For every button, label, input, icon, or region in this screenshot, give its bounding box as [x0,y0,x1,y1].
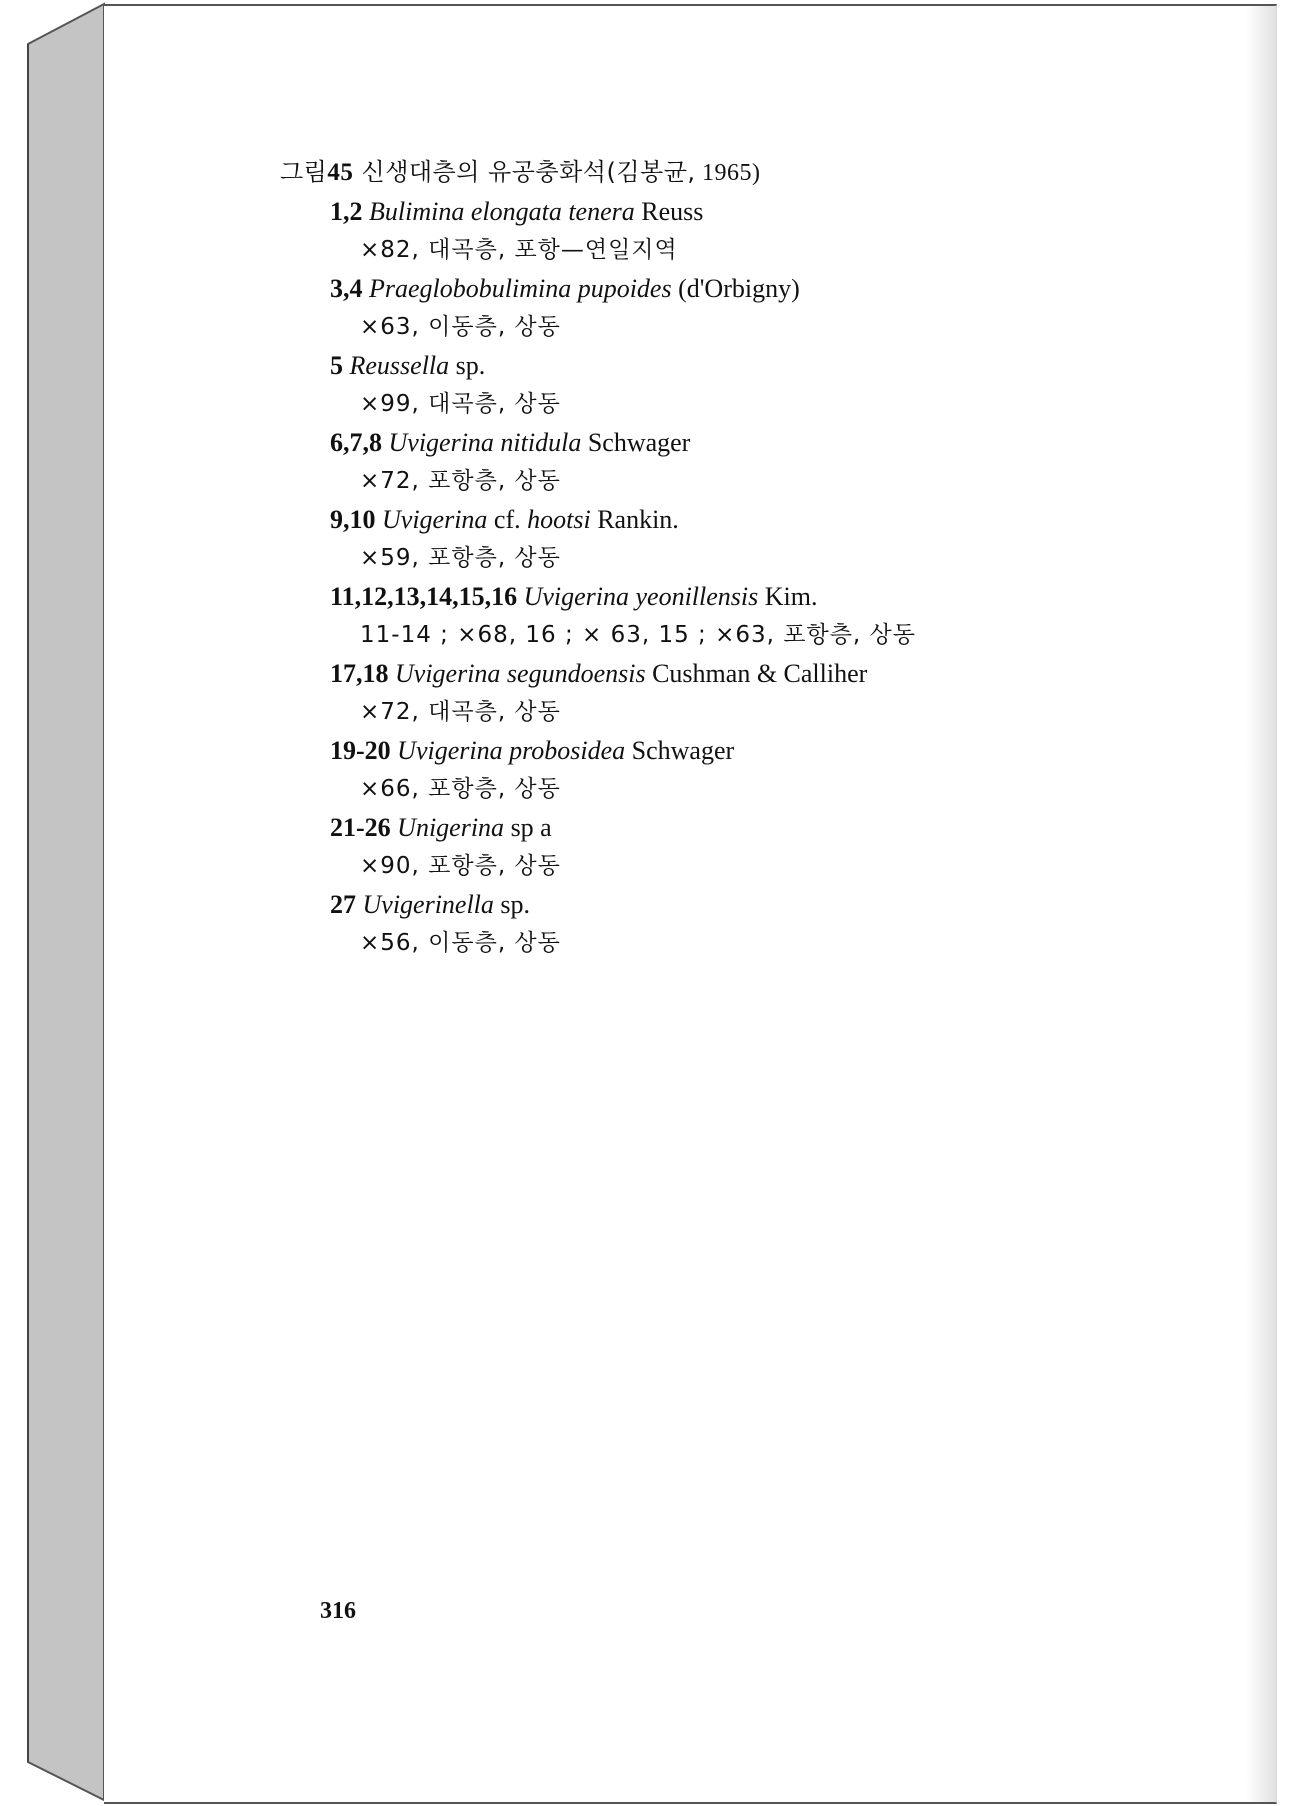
species-author: sp. [455,351,486,380]
species-author: (d'Orbigny) [678,274,800,303]
species-name: Uvigerina yeonillensis [523,582,759,611]
specimen-numbers: 9,10 [330,505,376,534]
title-year: 1965) [695,160,761,186]
specimen-detail: ×99, 대곡층, 상동 [360,391,561,417]
list-item [330,501,1040,578]
list-item [330,424,1040,501]
list-item [330,270,1040,347]
specimen-detail: ×63, 이동층, 상동 [360,314,561,340]
specimen-detail: ×59, 포항층, 상동 [360,545,561,571]
page-edge-shadow [1246,6,1276,1802]
species-author: Reuss [641,197,704,226]
species-name: Uvigerina [382,505,488,534]
species-author: Kim. [764,582,818,611]
list-item [330,193,1040,270]
species-name: Praeglobobulimina pupoides [369,274,672,303]
specimen-detail: ×90, 포항층, 상동 [360,853,561,879]
specimen-detail: ×66, 포항층, 상동 [360,776,561,802]
species-name: Uvigerinella [362,890,494,919]
species-author: sp a [510,813,552,842]
title-prefix: 그림 [280,158,328,186]
species-name: Uvigerina probosidea [397,736,626,765]
species-author: cf. [493,505,528,534]
species-name: Uvigerina segundoensis [395,659,646,688]
specimen-numbers: 19-20 [330,736,391,765]
specimen-numbers: 6,7,8 [330,428,382,457]
species-author: Schwager [631,736,735,765]
list-item [330,655,1040,732]
specimen-numbers: 5 [330,351,343,380]
species-name: Reussella [349,351,450,380]
specimen-numbers: 1,2 [330,197,363,226]
specimen-detail: ×82, 대곡층, 포항—연일지역 [360,237,678,263]
specimen-numbers: 27 [330,890,356,919]
title-text: 신생대층의 유공충화석(김봉균, [353,158,696,186]
species-epithet: hootsi [527,505,591,534]
figure-caption [280,152,1040,963]
species-author: Cushman & Calliher [652,659,868,688]
species-name: Uvigerina nitidula [388,428,582,457]
list-item [330,732,1040,809]
specimen-detail: ×56, 이동층, 상동 [360,930,561,956]
specimen-numbers: 17,18 [330,659,389,688]
list-item [330,347,1040,424]
caption-title [280,152,1040,193]
specimen-numbers: 21-26 [330,813,391,842]
species-author: sp. [500,890,531,919]
species-author: Schwager [587,428,691,457]
species-name: Unigerina [397,813,505,842]
title-number: 45 [327,159,354,186]
specimen-detail: ×72, 대곡층, 상동 [360,699,561,725]
page-number: 316 [320,1598,356,1624]
list-item [330,809,1040,886]
specimen-detail: 11-14 ; ×68, 16 ; × 63, 15 ; ×63, 포항층, 상동 [360,622,916,648]
species-name: Bulimina elongata tenera [369,197,635,226]
species-author: Rankin. [597,505,679,534]
specimen-detail: ×72, 포항층, 상동 [360,468,561,494]
specimen-numbers: 3,4 [330,274,363,303]
specimen-numbers: 11,12,13,14,15,16 [330,582,518,611]
list-item [330,886,1040,963]
list-item [330,578,1040,655]
